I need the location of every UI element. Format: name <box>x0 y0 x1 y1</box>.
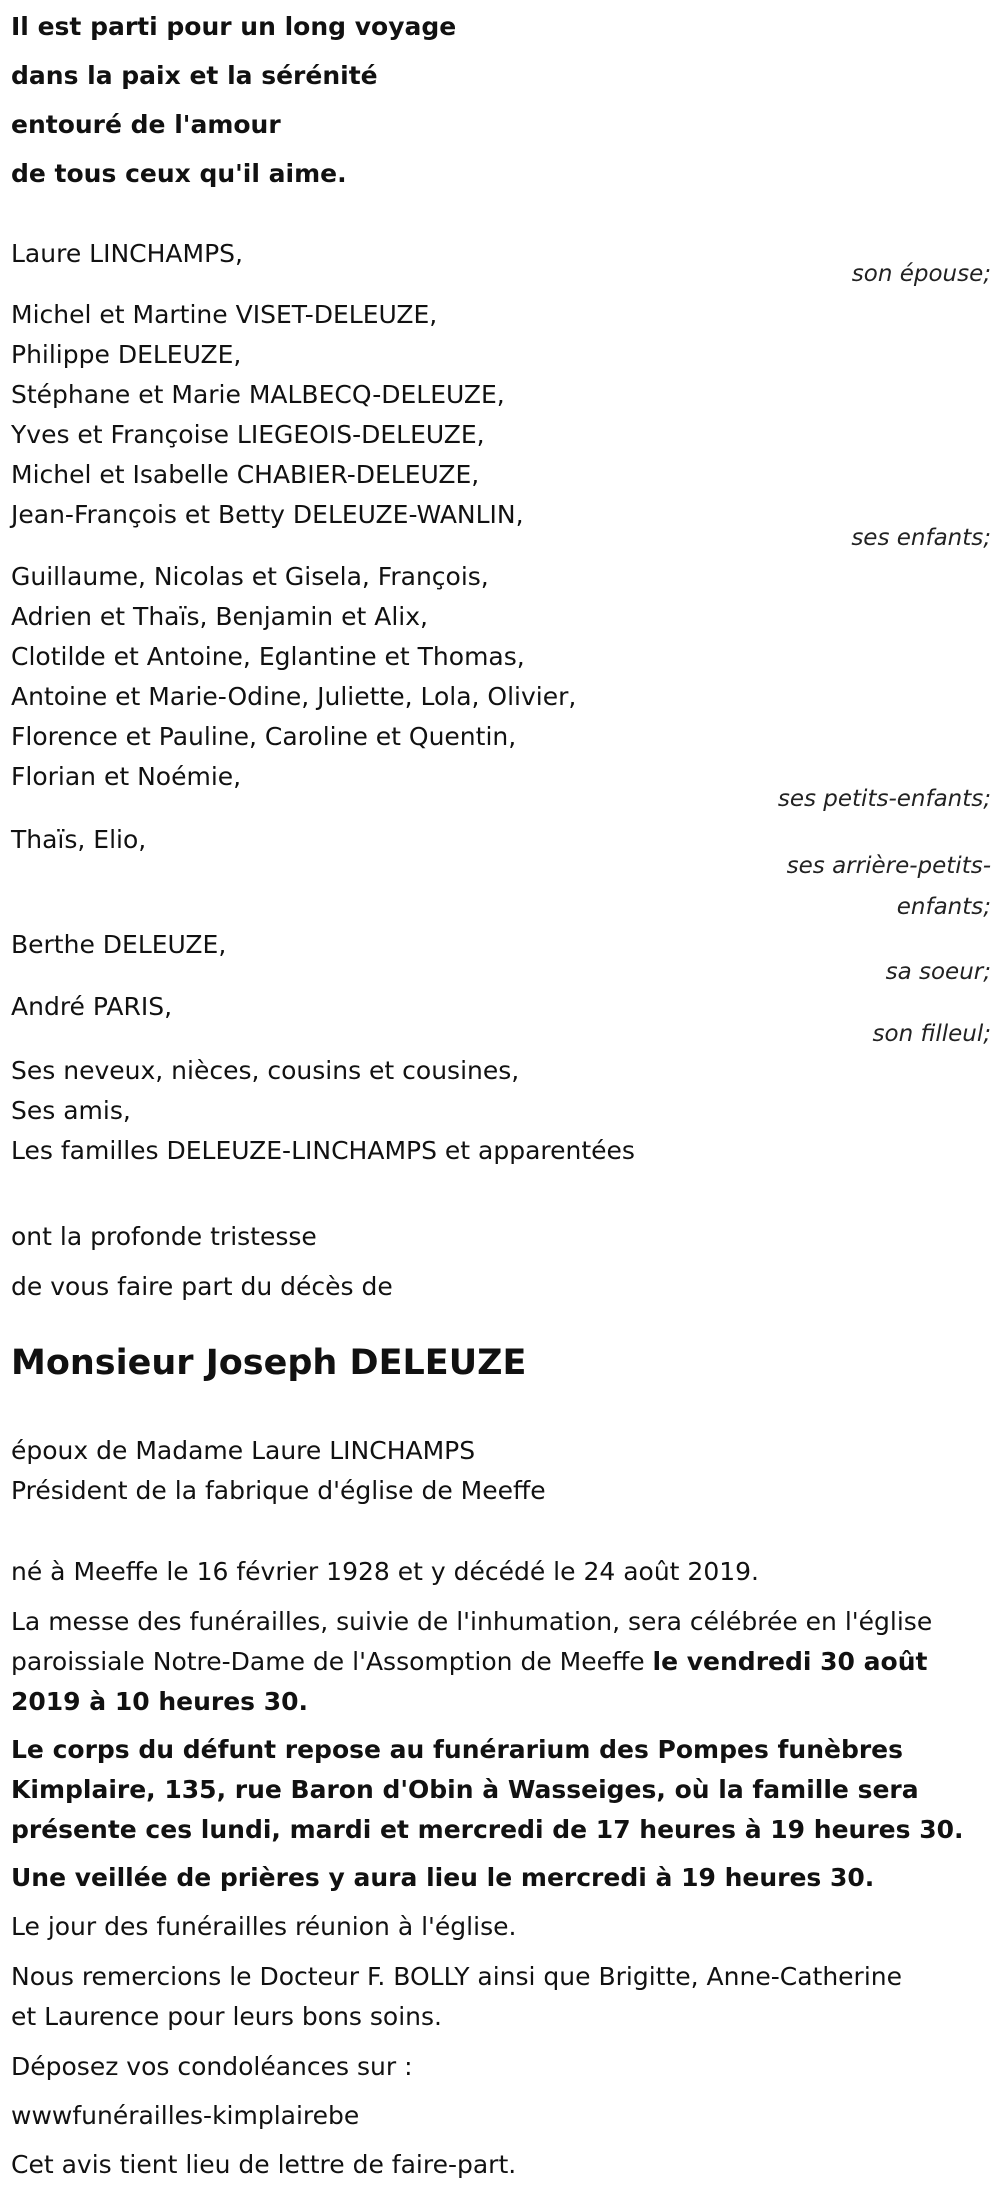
mass-time: 2019 à 10 heures 30. <box>11 1687 309 1716</box>
family-name: Michel et Martine VISET-DELEUZE, <box>11 300 438 329</box>
funeral-mass-paragraph <box>11 1602 932 1722</box>
family-name: Antoine et Marie-Odine, Juliette, Lola, Olivier, <box>11 682 577 711</box>
family-group-great-grandchildren <box>11 820 991 920</box>
deceased-titles <box>11 1431 546 1511</box>
condolences-label: Déposez vos condoléances sur : <box>11 2052 413 2081</box>
intro-line: entouré de l'amour <box>11 110 281 139</box>
family-name: Les familles DELEUZE-LINCHAMPS et apparentées <box>11 1136 635 1165</box>
intro-line: dans la paix et la sérénité <box>11 61 378 90</box>
family-group-others <box>11 1051 635 1171</box>
family-name: Clotilde et Antoine, Eglantine et Thomas, <box>11 642 525 671</box>
family-name: Adrien et Thaïs, Benjamin et Alix, <box>11 602 428 631</box>
family-group-children <box>11 295 991 551</box>
funeral-home-line: Kimplaire, 135, rue Baron d'Obin à Wasseiges, où la famille sera <box>11 1775 919 1804</box>
family-role: enfants; <box>896 894 991 920</box>
family-name: Yves et Françoise LIEGEOIS-DELEUZE, <box>11 420 485 449</box>
family-name: Jean-François et Betty DELEUZE-WANLIN, <box>11 500 524 529</box>
deceased-name: Monsieur Joseph DELEUZE <box>11 1343 527 1383</box>
thanks-line: et Laurence pour leurs bons soins. <box>11 2002 442 2031</box>
intro-line: de tous ceux qu'il aime. <box>11 159 347 188</box>
funeral-home-paragraph <box>11 1730 964 1850</box>
family-name: Philippe DELEUZE, <box>11 340 242 369</box>
family-group-spouse <box>11 234 991 287</box>
birth-death-line: né à Meeffe le 16 février 1928 et y décédé le 24 août 2019. <box>11 1557 759 1586</box>
family-name: Thaïs, Elio, <box>11 825 147 854</box>
meeting-line: Le jour des funérailles réunion à l'église. <box>11 1912 517 1941</box>
announcement-line: de vous faire part du décès de <box>11 1272 393 1301</box>
intro-line: Il est parti pour un long voyage <box>11 12 457 41</box>
family-name: André PARIS, <box>11 992 173 1021</box>
title-line: Président de la fabrique d'église de Meeffe <box>11 1476 546 1505</box>
intro-verse <box>11 2 456 198</box>
family-role: ses petits-enfants; <box>777 786 991 812</box>
family-group-godson <box>11 987 991 1047</box>
thanks-line: Nous remercions le Docteur F. BOLLY ainsi que Brigitte, Anne-Catherine <box>11 1962 902 1991</box>
family-role: son épouse; <box>851 261 991 287</box>
family-role: ses arrière-petits- <box>786 853 991 879</box>
announcement-line: ont la profonde tristesse <box>11 1222 317 1251</box>
family-name: Florence et Pauline, Caroline et Quentin, <box>11 722 517 751</box>
family-name: Michel et Isabelle CHABIER-DELEUZE, <box>11 460 480 489</box>
family-name: Ses neveux, nièces, cousins et cousines, <box>11 1056 520 1085</box>
mass-line <box>11 1642 932 1682</box>
family-group-grandchildren <box>11 557 991 812</box>
family-role: ses enfants; <box>851 525 991 551</box>
vigil-line: Une veillée de prières y aura lieu le mercredi à 19 heures 30. <box>11 1863 875 1892</box>
family-name: Guillaume, Nicolas et Gisela, François, <box>11 562 489 591</box>
mass-line: La messe des funérailles, suivie de l'inhumation, sera célébrée en l'église <box>11 1607 933 1636</box>
family-name: Stéphane et Marie MALBECQ-DELEUZE, <box>11 380 505 409</box>
funeral-home-line: présente ces lundi, mardi et mercredi de 17 heures à 19 heures 30. <box>11 1815 964 1844</box>
family-role: sa soeur; <box>885 959 991 985</box>
mass-date: le vendredi 30 août <box>652 1647 928 1676</box>
thanks-paragraph <box>11 1957 902 2037</box>
mass-text: paroissiale Notre-Dame de l'Assomption de Meeffe <box>11 1647 653 1676</box>
family-role: son filleul; <box>872 1021 991 1047</box>
family-name: Laure LINCHAMPS, <box>11 239 243 268</box>
family-name: Ses amis, <box>11 1096 131 1125</box>
family-name: Berthe DELEUZE, <box>11 930 227 959</box>
funeral-home-line: Le corps du défunt repose au funérarium des Pompes funèbres <box>11 1735 904 1764</box>
family-name: Florian et Noémie, <box>11 762 242 791</box>
family-group-sister <box>11 925 991 985</box>
title-line: époux de Madame Laure LINCHAMPS <box>11 1436 476 1465</box>
closing-line: Cet avis tient lieu de lettre de faire-part. <box>11 2150 517 2179</box>
announcement <box>11 1212 393 1312</box>
condolences-url[interactable]: wwwfunérailles-kimplairebe <box>11 2101 360 2130</box>
